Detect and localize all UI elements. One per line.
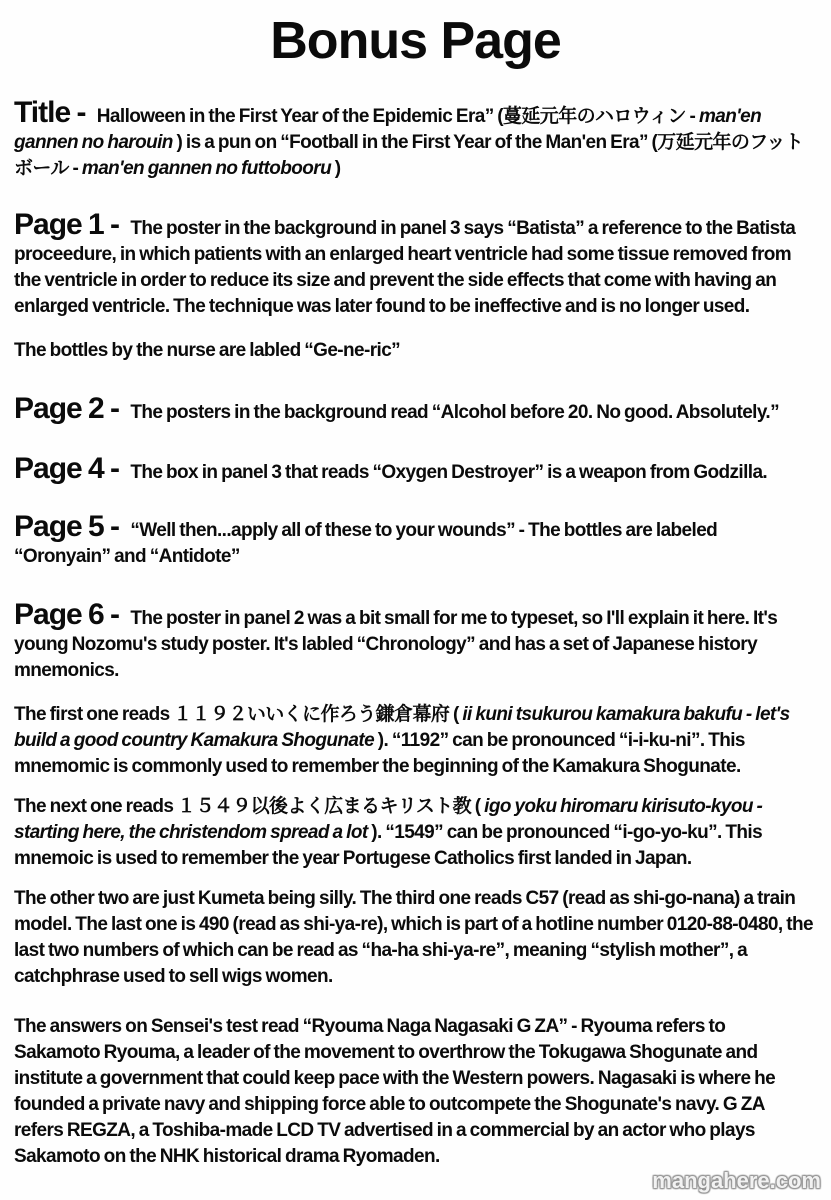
paragraph (14, 794, 813, 872)
text-run: The posters in the background read “Alcohol before 20. No good. Absolutely.” (130, 402, 779, 423)
text-run-italic: man'en gannen no futtobooru (81, 158, 332, 179)
paragraph (14, 1014, 813, 1170)
text-run: The next one reads １５４９以後よく広まるキリスト教 ( (14, 796, 481, 817)
heading-page-4: Page 4 - (14, 452, 126, 485)
text-run-italic: man'en gannen no harouin (14, 106, 762, 153)
section-page-2 (14, 392, 813, 426)
text-run: The poster in panel 2 was a bit small for me to typeset, so I'll explain it here. It's young Nozomu's study poster. It's labled “Chronology” and has a set of Japanese history mnemonics. (14, 608, 778, 681)
watermark: mangahere.com (652, 1168, 821, 1193)
heading-page-5: Page 5 - (14, 510, 126, 543)
text-run: The other two are just Kumeta being silly. The third one reads C57 (read as shi-go-nana) a train model. The last one is 490 (read as shi-ya-re), which is part of a hotline number 0120-88-0480, the last two numbers of which can be read as “ha-ha shi-ya-re”, meaning “stylish mother”, a catchphrase used to sell wigs women. (14, 888, 813, 987)
text-run-italic: igo yoku hiromaru kirisuto-kyou - starting here, the christendom spread a lot (14, 796, 763, 843)
section-page-1 (14, 208, 813, 320)
paragraph (14, 886, 813, 990)
heading-page-6: Page 6 - (14, 598, 126, 631)
text-run: The first one reads １１９２いいくに作ろう鎌倉幕府 ( (14, 704, 459, 725)
text-run: ) (334, 158, 341, 179)
text-run-italic: ii kuni tsukurou kamakura bakufu - let's build a good country Kamakura Shogunate (14, 704, 790, 751)
heading-page-2: Page 2 - (14, 392, 126, 425)
text-run: The box in panel 3 that reads “Oxygen Destroyer” is a weapon from Godzilla. (130, 462, 768, 483)
section-page-5 (14, 510, 813, 570)
text-run: Halloween in the First Year of the Epidemic Era” (蔓延元年のハロウィン - (96, 106, 699, 127)
page-title: Bonus Page (270, 12, 561, 70)
text-run: ). “1549” can be pronounced “i-go-yo-ku”. This mnemoic is used to remember the year Portugese Catholics first landed in Japan. (14, 822, 763, 869)
section-title (14, 96, 813, 182)
text-run: The poster in the background in panel 3 says “Batista” a reference to the Batista proceedure, in which patients with an enlarged heart ventricle had some tissue removed from the ventricle in order to reduce its size and prevent the side effects that come with having an enlarged ventricle. The technique was later found to be ineffective and is no longer used. (14, 218, 796, 317)
text-run: The answers on Sensei's test read “Ryouma Naga Nagasaki G ZA” - Ryouma refers to Sakamoto Ryouma, a leader of the movement to overthrow the Tokugawa Shogunate and institute a government that could keep pace with the Western powers. Nagasaki is where he founded a private navy and shipping force able to outcompete the Shogunate's navy. G ZA refers REGZA, a Toshiba-made LCD TV advertised in a commercial by an actor who plays Sakamoto on the NHK historical drama Ryomaden. (14, 1016, 776, 1167)
text-run: “Well then...apply all of these to your wounds” - The bottles are labeled “Oronyain” and “Antidote” (14, 520, 718, 567)
text-run: ). “1192” can be pronounced “i-i-ku-ni”. This mnemomic is commonly used to remember the beginning of the Kamakura Shogunate. (14, 730, 745, 777)
paragraph (14, 702, 813, 780)
heading-page-1: Page 1 - (14, 208, 126, 241)
section-page-4 (14, 452, 813, 486)
section-page-6 (14, 598, 813, 684)
content-area (0, 96, 831, 1170)
paragraph (14, 338, 813, 364)
heading-title: Title - (14, 96, 92, 129)
text-run: The bottles by the nurse are labled “Ge-ne-ric” (14, 340, 401, 361)
text-run: ) is a pun on “Football in the First Year of the Man'en Era” (万延元年のフットボール - (14, 132, 804, 179)
